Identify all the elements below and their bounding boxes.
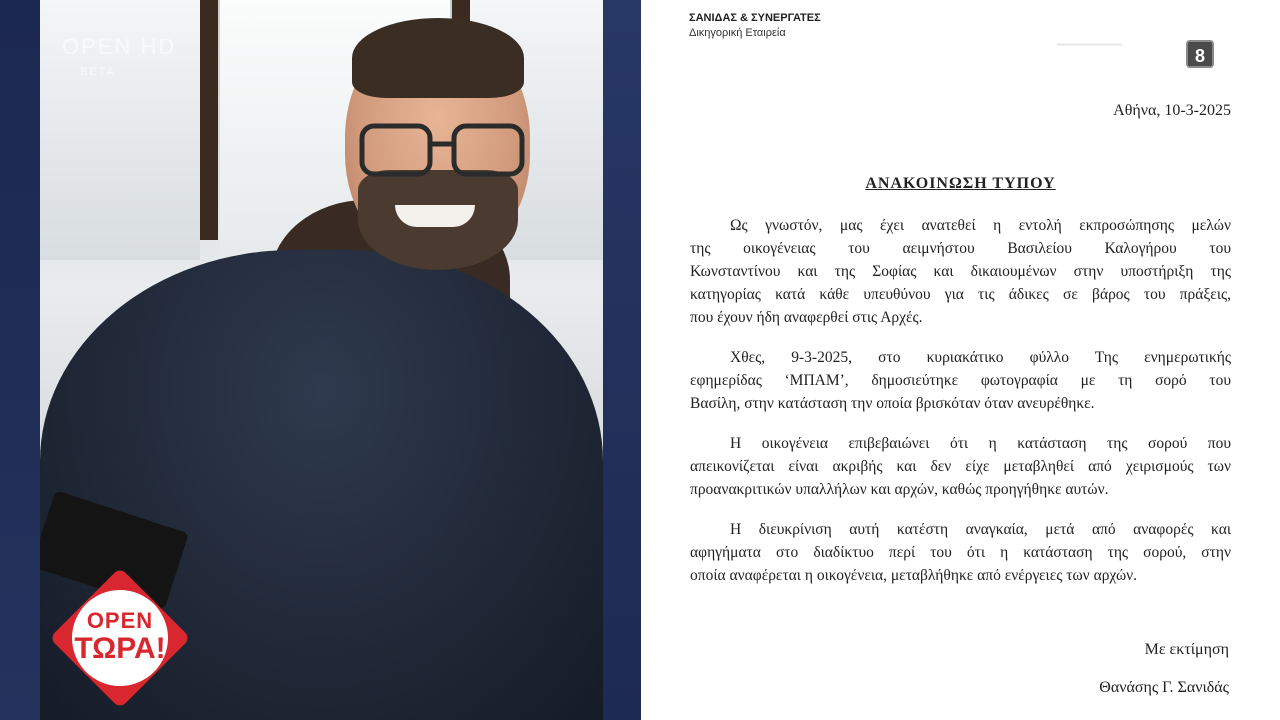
channel-logo-sub: BETA xyxy=(80,66,116,78)
firm-name: ΣΑΝΙΔΑΣ & ΣΥΝΕΡΓΑΤΕΣ xyxy=(689,12,821,24)
photo-glasses xyxy=(358,122,526,182)
paragraph-line: Βασίλη, στην κατάσταση την οποία βρισκόταν όταν ανευρέθηκε. xyxy=(690,395,1095,412)
paragraph-line: της οικογένειας του αειμνήστου Βασιλείου Καλογήρου του xyxy=(690,240,1231,257)
channel-number-badge: 8 xyxy=(1186,40,1214,68)
photo-hair xyxy=(352,18,524,98)
paragraph-1 xyxy=(690,214,1231,329)
paragraph-2 xyxy=(690,346,1231,415)
open-logo-text-top: OPEN xyxy=(86,608,154,633)
paragraph-line: αφηγήματα στο διαδίκτυο περί του ότι η κατάσταση της σορού, στην xyxy=(690,544,1231,561)
paragraph-line: κατηγορίας κατά κάθε υπευθύνου για τις άδικες σε βάρος του πράξεις, xyxy=(690,286,1231,303)
photo-smile xyxy=(395,205,475,227)
paragraph-3 xyxy=(690,432,1231,501)
paragraph-line: που έχουν ήδη αναφερθεί στις Αρχές. xyxy=(690,309,923,326)
paragraph-line: Κωνσταντίνου και της Σοφίας και δικαιουμένων στην υποστήριξη της xyxy=(690,263,1231,280)
open-logo-text-bottom: ΤΩΡΑ! xyxy=(74,632,166,665)
background-left-strip xyxy=(0,0,40,720)
paragraph-line: Ως γνωστόν, μας έχει ανατεθεί η εντολή εκπροσώπησης μελών xyxy=(730,217,1231,234)
document-date: Αθήνα, 10-3-2025 xyxy=(1113,102,1231,119)
document-title: ΑΝΑΚΟΙΝΩΣΗ ΤΥΠΟΥ xyxy=(865,175,1056,192)
paragraph-line: απεικονίζεται είναι ακριβής και δεν είχε μεταβληθεί από χειρισμούς των xyxy=(690,458,1231,475)
signature-name: Θανάσης Γ. Σανιδάς xyxy=(1099,679,1229,696)
paragraph-line: Χθες, 9-3-2025, στο κυριακάτικο φύλλο Της ενημερωτικής xyxy=(730,349,1231,366)
photo-window-frame xyxy=(200,0,218,240)
channel-logo: ΟΡΕΝ HD xyxy=(62,34,177,59)
channel-watermark: ▔▔▔▔▔▔▔ xyxy=(1057,44,1122,58)
paragraph-line: εφημερίδας ‘ΜΠΑΜ’, δημοσιεύτηκε φωτογραφία με τη σορό του xyxy=(690,372,1231,389)
open-tora-logo xyxy=(60,578,180,698)
paragraph-line: Η οικογένεια επιβεβαιώνει ότι η κατάσταση της σορού που xyxy=(730,435,1231,452)
paragraph-line: οποία αναφέρεται η οικογένεια, μεταβλήθηκε από ενέργειες των αρχών. xyxy=(690,567,1138,584)
press-release-document xyxy=(641,0,1280,720)
closing-text: Με εκτίμηση xyxy=(1144,641,1229,658)
paragraph-line: προανακριτικών υπαλλήλων και αρχών, καθώς προηγήθηκε αυτών. xyxy=(690,481,1109,498)
paragraph-4 xyxy=(690,518,1231,587)
firm-subtitle: Δικηγορική Εταιρεία xyxy=(689,27,786,39)
paragraph-line: Η διευκρίνιση αυτή κατέστη αναγκαία, μετά από αναφορές και xyxy=(730,521,1231,538)
background-center-strip xyxy=(603,0,641,720)
